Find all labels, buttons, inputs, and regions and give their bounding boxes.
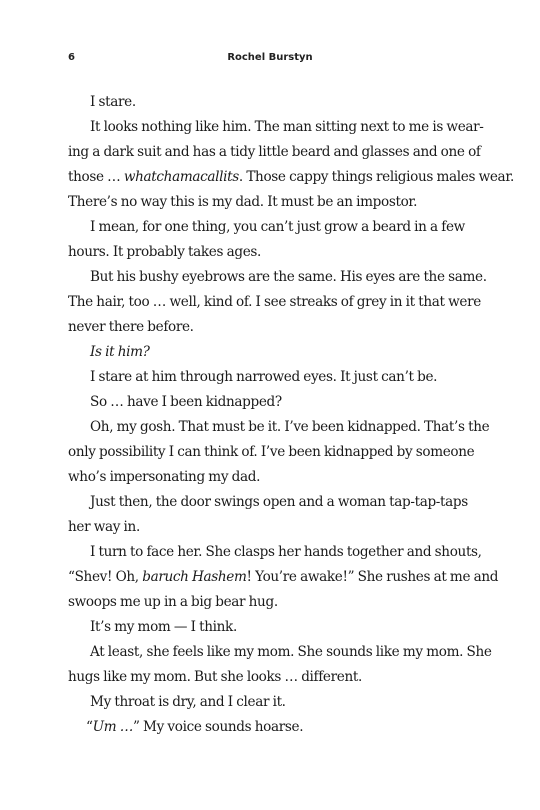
text-run: I mean, for one thing, you can’t just grow a beard in a few [90,219,465,235]
text-line [68,490,468,515]
text-line [68,90,454,115]
text-run: hours. It probably takes ages. [68,244,261,260]
paragraph [68,390,454,415]
text-line [68,340,454,365]
paragraph [68,690,454,715]
text-line [68,715,454,740]
text-line [68,565,499,590]
text-run: ” My voice sounds hoarse. [132,719,304,735]
italic-text: baruch Hashem [142,569,247,585]
text-line [68,165,514,190]
paragraph [68,115,514,215]
paragraph [68,365,454,390]
text-line [68,365,454,390]
text-run: So … have I been kidnapped? [90,394,282,410]
text-line [68,415,490,440]
text-run: There’s no way this is my dad. It must be an impostor. [68,194,418,210]
paragraph [68,90,454,115]
text-line [68,215,465,240]
page-number: 6 [68,52,75,63]
text-line [68,315,454,340]
text-line [68,615,454,640]
text-line [68,190,454,215]
text-run: It looks nothing like him. The man sitting next to me is wear- [90,119,484,135]
paragraph [68,340,454,365]
text-run: Just then, the door swings open and a woman tap-tap-taps [90,494,468,510]
text-run: her way in. [68,519,140,535]
text-line [68,290,481,315]
text-run: never there before. [68,319,194,335]
paragraph [68,265,487,340]
text-line [68,390,454,415]
italic-text: whatchamacallits [123,169,239,185]
text-run: I turn to face her. She clasps her hands together and shouts, [90,544,482,560]
text-run: My throat is dry, and I clear it. [90,694,286,710]
text-line [68,140,481,165]
italic-text: Um … [92,719,133,735]
text-line [68,440,475,465]
text-run: It’s my mom — I think. [90,619,237,635]
running-header [68,52,472,68]
running-header-author: Rochel Burstyn [227,52,313,63]
text-run: ! You’re awake!” She rushes at me and [246,569,499,585]
text-run: . Those cappy things religious males wear. [238,169,514,185]
paragraph [68,415,490,490]
text-run: Oh, my gosh. That must be it. I’ve been kidnapped. That’s the [90,419,490,435]
text-line [68,690,454,715]
text-line [68,590,454,615]
text-line [68,240,454,265]
text-run: I stare. [90,94,136,110]
paragraph [68,640,492,690]
text-run: “Shev! Oh, [68,569,143,585]
paragraph [68,540,499,615]
text-run: “ [86,719,93,735]
text-run: only possibility I can think of. I’ve been kidnapped by someone [68,444,475,460]
text-run: who’s impersonating my dad. [68,469,261,485]
text-line [68,665,454,690]
paragraph [68,715,454,740]
text-run: But his bushy eyebrows are the same. His eyes are the same. [90,269,487,285]
paragraph [68,615,454,640]
text-run: those … [68,169,124,185]
text-line [68,465,454,490]
text-run: hugs like my mom. But she looks … different. [68,669,362,685]
body-text [68,90,514,740]
paragraph [68,490,468,540]
text-run: swoops me up in a big bear hug. [68,594,278,610]
text-line [68,265,487,290]
text-run: At least, she feels like my mom. She sounds like my mom. She [90,644,492,660]
text-run: ing a dark suit and has a tidy little beard and glasses and one of [68,144,481,160]
text-line [68,540,482,565]
text-line [68,115,484,140]
text-run: I stare at him through narrowed eyes. It just can’t be. [90,369,438,385]
italic-text: Is it him? [90,344,150,360]
text-run: The hair, too … well, kind of. I see streaks of grey in it that were [68,294,481,310]
paragraph [68,215,465,265]
text-line [68,515,454,540]
text-line [68,640,492,665]
